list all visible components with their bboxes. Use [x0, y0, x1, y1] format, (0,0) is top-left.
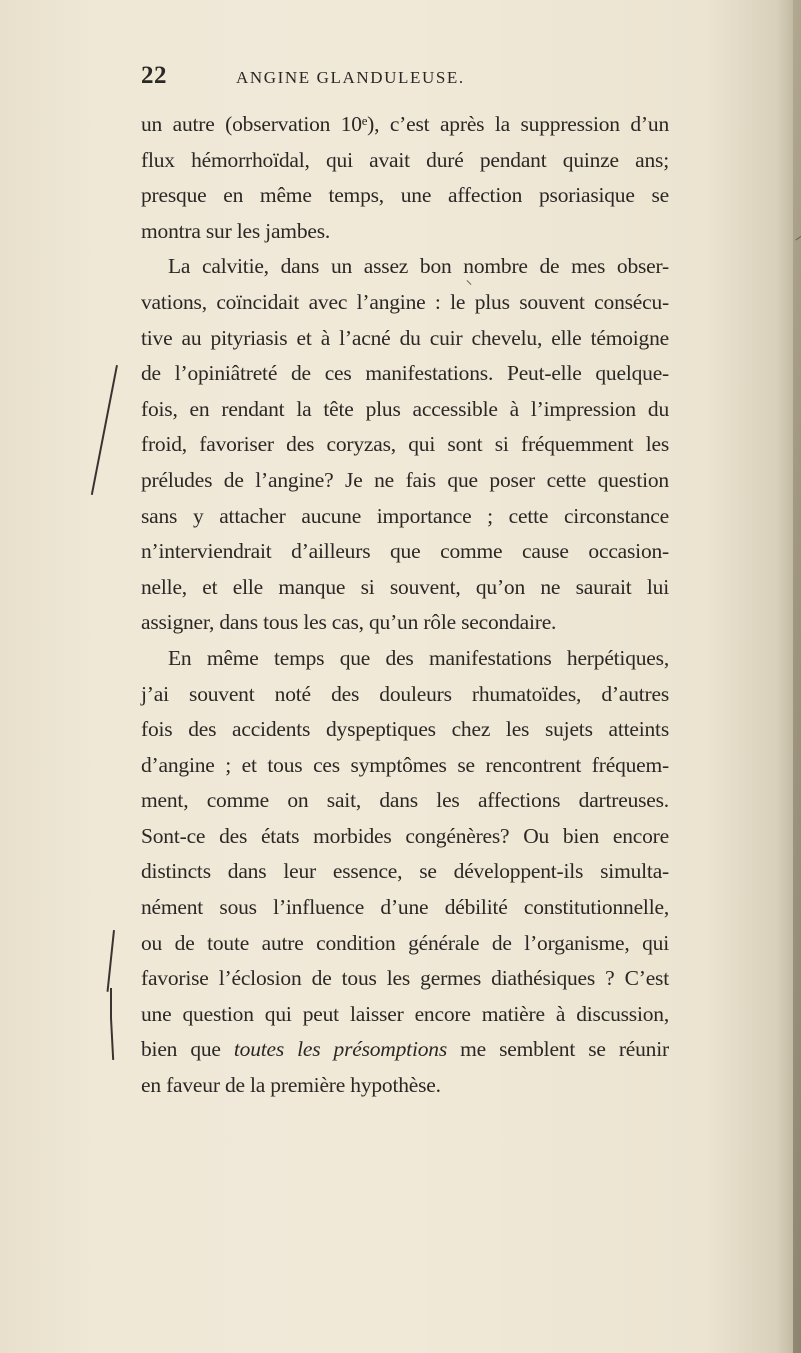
text-line: favorise l’éclosion de tous les germes diathésiques ? C’est	[141, 966, 669, 991]
text-segment: bien que	[141, 1037, 221, 1062]
running-head	[141, 62, 644, 98]
text-line: assigner, dans tous les cas, qu’un rôle secondaire.	[141, 610, 557, 635]
text-line: froid, favoriser des coryzas, qui sont si fréquemment les	[141, 432, 669, 457]
text-line: j’ai souvent noté des douleurs rhumatoïdes, d’autres	[141, 681, 669, 706]
running-title: ANGINE GLANDULEUSE.	[236, 68, 465, 87]
text-line: ment, comme on sait, dans les affections dartreuses.	[141, 788, 669, 813]
margin-pencil-mark	[91, 365, 118, 495]
margin-pencil-mark	[110, 988, 112, 1018]
text-line: préludes de l’angine? Je ne fais que poser cette question	[141, 467, 669, 492]
text-line: nelle, et elle manque si souvent, qu’on ne saurait lui	[141, 574, 669, 599]
page-number: 22	[141, 62, 167, 89]
text-line-with-italic	[141, 1032, 669, 1068]
text-line: fois des accidents dyspeptiques chez les sujets atteints	[141, 717, 669, 742]
text-line: un autre (observation 10ᵉ), c’est après la suppression d’un	[141, 112, 669, 136]
text-line: montra sur les jambes.	[141, 218, 331, 243]
text-line: une question qui peut laisser encore matière à discussion,	[141, 1001, 669, 1026]
text-line: flux hémorrhoïdal, qui avait duré pendant quinze ans;	[141, 147, 669, 172]
body-text	[141, 107, 669, 1104]
paragraph-start-line: En même temps que des manifestations herpétiques,	[168, 645, 669, 670]
text-line: Sont-ce des états morbides congénères? Ou bien encore	[141, 823, 669, 848]
text-segment: me semblent se réunir	[460, 1037, 669, 1062]
text-line: en faveur de la première hypothèse.	[141, 1073, 441, 1098]
page-edge-shadow	[793, 0, 801, 1353]
text-line: ou de toute autre condition générale de l’organisme, qui	[141, 930, 669, 955]
text-line: distincts dans leur essence, se développent-ils simulta-	[141, 859, 669, 884]
margin-pencil-mark	[107, 930, 115, 992]
text-line: n’interviendrait d’ailleurs que comme cause occasion-	[141, 539, 669, 564]
text-line: sans y attacher aucune importance ; cette circonstance	[141, 503, 669, 528]
text-line: de l’opiniâtreté de ces manifestations. Peut-elle quelque-	[141, 361, 669, 386]
paragraph-start-line: La calvitie, dans un assez bon nombre de mes obser-	[168, 254, 669, 279]
text-line: nément sous l’influence d’une débilité constitutionnelle,	[141, 895, 669, 920]
text-line: d’angine ; et tous ces symptômes se rencontrent fréquem-	[141, 752, 669, 777]
margin-pencil-mark	[110, 1018, 114, 1060]
text-line: fois, en rendant la tête plus accessible à l’impression du	[141, 396, 669, 421]
text-line: presque en même temps, une affection psoriasique se	[141, 183, 669, 208]
text-line: tive au pityriasis et à l’acné du cuir chevelu, elle témoigne	[141, 325, 669, 350]
text-line: vations, coïncidait avec l’angine : le plus souvent consécu-	[141, 289, 669, 314]
italic-phrase: toutes les présomptions	[233, 1037, 447, 1062]
